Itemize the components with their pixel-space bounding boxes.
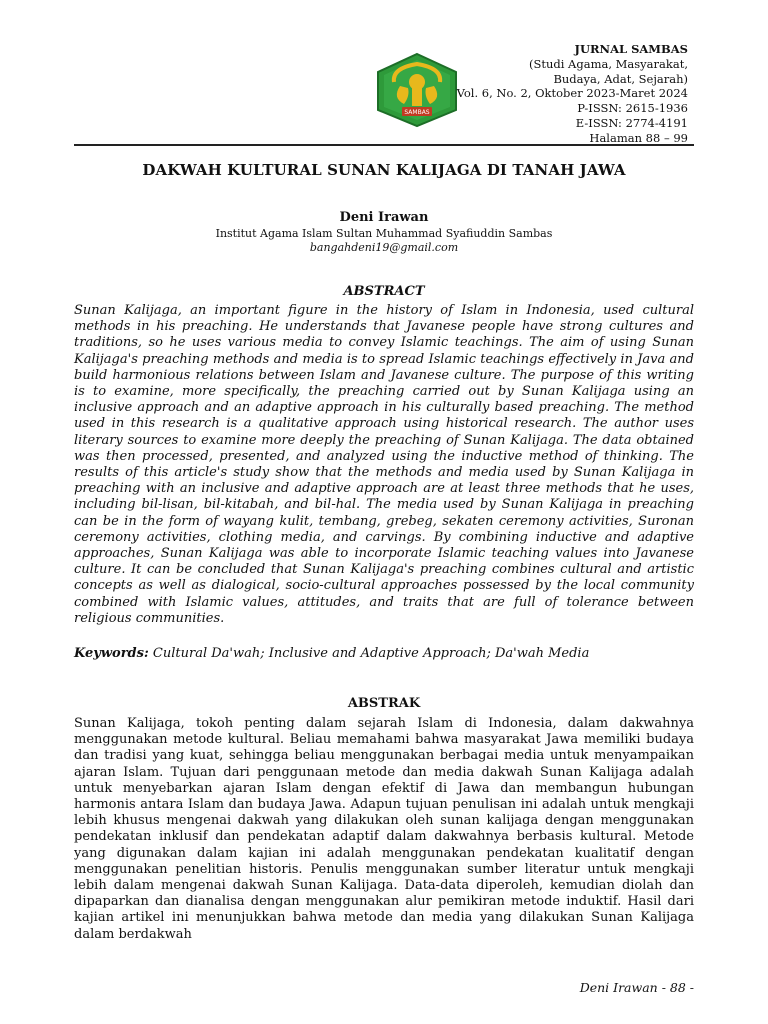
journal-header xyxy=(74,42,694,146)
journal-info-line: (Studi Agama, Masyarakat, xyxy=(528,56,688,71)
keywords xyxy=(74,646,694,662)
author-affiliation: Institut Agama Islam Sultan Muhammad Syafiuddin Sambas xyxy=(215,227,553,240)
journal-logo-icon xyxy=(372,52,462,128)
abstrak-text: Sunan Kalijaga, tokoh penting dalam sejarah Islam di Indonesia, dalam dakwahnya menggunakan metode kultural. Beliau memahami bahwa masyarakat Jawa memiliki budaya dan tradisi yang kuat, sehingga beliau menggunakan berbagai media untuk menyampaikan ajaran Islam. Tujuan dari penggunaan metode dan media dakwah Sunan Kalijaga adalah untuk menyebarkan ajaran Islam dengan efektif di Jawa dan membangun hubungan harmonis antara Islam dan budaya Jawa. Adapun tujuan penulisan ini adalah untuk mengkaji lebih khusus mengenai dakwah yang dilakukan oleh sunan kalijaga dengan menggunakan pendekatan inklusif dan pendekatan adaptif dalam dakwahnya berbasis kultural. Metode yang digunakan dalam kajian ini adalah menggunakan pendekatan kualitatif dengan menggunakan penelitian historis. Penulis menggunakan sumber literatur untuk mengkaji lebih dalam mengenai dakwah Sunan Kalijaga. Data-data diperoleh, kemudian diolah dan dipaparkan dan dianalisa dengan menggunakan alur pemikiran metode induktif. Hasil dari kajian artikel ini menunjukkan bahwa metode dan media yang dilakukan Sunan Kalijaga dalam berdakwah xyxy=(74,716,694,942)
keywords-text: Cultural Da'wah; Inclusive and Adaptive Approach; Da'wah Media xyxy=(152,646,590,661)
logo-banner-text: SAMBAS xyxy=(404,109,430,116)
author-name: Deni Irawan xyxy=(339,210,429,225)
keywords-label: Keywords: xyxy=(74,646,149,661)
journal-info-line: Budaya, Adat, Sejarah) xyxy=(553,71,688,86)
author-email: bangahdeni19@gmail.com xyxy=(309,241,459,254)
article-title: DAKWAH KULTURAL SUNAN KALIJAGA DI TANAH JAWA xyxy=(142,161,626,179)
journal-name: JURNAL SAMBAS xyxy=(574,42,688,56)
abstrak-heading: ABSTRAK xyxy=(347,696,421,711)
footer-page-number: - 88 - xyxy=(661,980,694,995)
journal-info xyxy=(457,42,688,146)
page-footer xyxy=(580,980,694,995)
abstract-text: Sunan Kalijaga, an important figure in the history of Islam in Indonesia, used cultural methods in his preaching. He understands that Javanese people have strong cultures and traditions, so he uses various media to convey Islamic teachings. The aim of using Sunan Kalijaga's preaching methods and media is to spread Islamic teachings effectively in Java and build harmonious relations between Islam and Javanese culture. The purpose of this writing is to examine, more specifically, the preaching carried out by Sunan Kalijaga using an inclusive approach and an adaptive approach in his culturally based preaching. The method used in this research is a qualitative approach using historical research. The author uses literary sources to examine more deeply the preaching of Sunan Kalijaga. The data obtained was then processed, presented, and analyzed using the inductive method of thinking. The results of this article's study show that the methods and media used by Sunan Kalijaga in preaching with an inclusive and adaptive approach are at least three methods that he uses, including bil-lisan, bil-kitabah, and bil-hal. The media used by Sunan Kalijaga in preaching can be in the form of wayang kulit, tembang, grebeg, sekaten ceremony activities, Suronan ceremony activities, clothing media, and carvings. By combining inductive and adaptive approaches, Sunan Kalijaga was able to incorporate Islamic teaching values into Javanese culture. It can be concluded that Sunan Kalijaga's preaching combines cultural and artistic concepts as well as dialogical, socio-cultural approaches possessed by the local community combined with Islamic values, attitudes, and traits that are full of tolerance between religious communities. xyxy=(74,303,694,626)
journal-pages: Halaman 88 – 99 xyxy=(589,130,688,145)
journal-eissn: E-ISSN: 2774-4191 xyxy=(575,115,688,130)
journal-volume: Vol. 6, No. 2, Oktober 2023-Maret 2024 xyxy=(456,86,688,101)
abstract-heading: ABSTRACT xyxy=(343,284,425,299)
footer-author: Deni Irawan xyxy=(579,980,658,995)
journal-pissn: P-ISSN: 2615-1936 xyxy=(577,101,688,116)
